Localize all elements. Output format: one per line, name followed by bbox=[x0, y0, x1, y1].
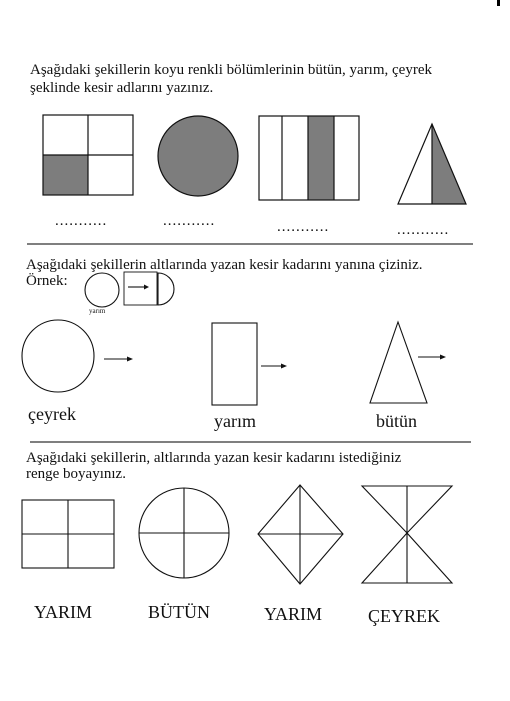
triangle-to-draw-whole bbox=[370, 322, 427, 403]
label-yarim: yarım bbox=[214, 411, 256, 431]
triangle-half-shaded bbox=[398, 124, 466, 204]
section2-instruction: Aşağıdaki şekillerin altlarında yazan kesir kadarını yanına çiziniz. bbox=[26, 257, 423, 273]
answer-blank-2[interactable]: ........... bbox=[163, 213, 216, 229]
diamond-to-color bbox=[258, 485, 343, 584]
section1-instruction-line2: şeklinde kesir adlarını yazınız. bbox=[30, 80, 214, 96]
label-butun: bütün bbox=[376, 411, 418, 431]
label-ceyrek-hourglass: ÇEYREK bbox=[368, 606, 440, 626]
answer-blank-4[interactable]: ........... bbox=[397, 222, 450, 238]
rectangle-to-draw-half bbox=[212, 323, 257, 405]
example-label: Örnek: bbox=[26, 273, 68, 289]
circle-to-color bbox=[139, 488, 229, 578]
label-ceyrek: çeyrek bbox=[28, 404, 76, 424]
label-butun-circle: BÜTÜN bbox=[148, 602, 210, 622]
section3-instruction-line2: renge boyayınız. bbox=[26, 466, 126, 482]
circle-whole-shaded bbox=[158, 116, 238, 196]
section3-instruction-line1: Aşağıdaki şekillerin, altlarında yazan kesir kadarını istediğiniz bbox=[26, 450, 402, 466]
square-quarter-shaded bbox=[43, 115, 133, 195]
square-to-color bbox=[22, 500, 114, 568]
example-caption: yarım bbox=[89, 307, 106, 315]
answer-blank-3[interactable]: ........... bbox=[277, 219, 330, 235]
example-box bbox=[124, 272, 157, 305]
example-half-circle bbox=[158, 273, 174, 305]
hourglass-to-color bbox=[362, 486, 452, 583]
example-circle bbox=[85, 273, 119, 307]
label-yarim-diamond: YARIM bbox=[264, 604, 323, 624]
section1-instruction-line1: Aşağıdaki şekillerin koyu renkli bölümlerinin bütün, yarım, çeyrek bbox=[30, 62, 432, 78]
circle-to-draw-quarter bbox=[22, 320, 94, 392]
label-yarim-square: YARIM bbox=[34, 602, 93, 622]
answer-blank-1[interactable]: ........... bbox=[55, 213, 108, 229]
rectangle-stripe-shaded bbox=[259, 116, 359, 200]
